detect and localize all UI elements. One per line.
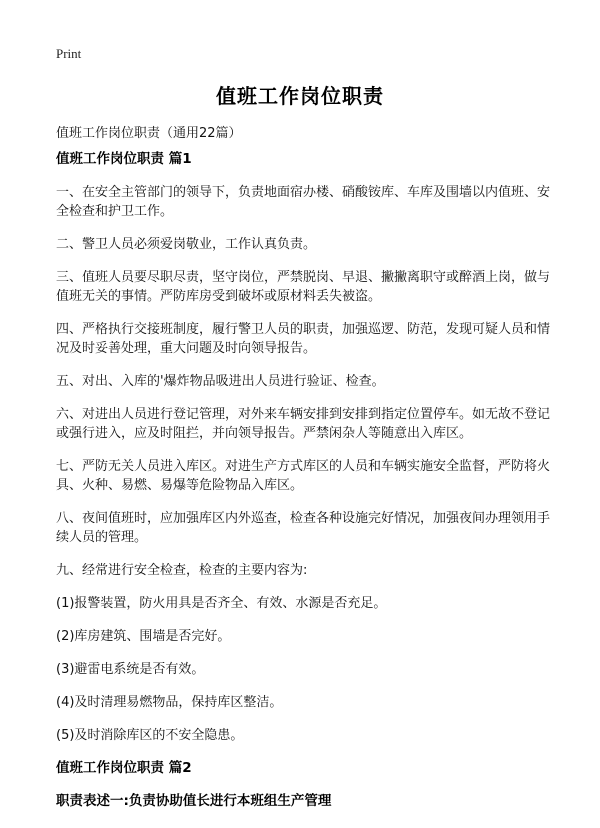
- document-body: [56, 150, 556, 825]
- paragraph: 二、警卫人员必须爱岗敬业，工作认真负责。: [56, 237, 317, 252]
- paragraph: 一、在安全主管部门的领导下，负责地面宿办楼、硝酸铵库、车库及围墙以内值班、安全检查和护卫工作。: [56, 185, 551, 219]
- section-heading-1: 值班工作岗位职责 篇1: [56, 151, 192, 167]
- checklist-item: (4)及时清理易燃物品，保持库区整洁。: [56, 695, 283, 710]
- section-heading-2: 值班工作岗位职责 篇2: [56, 760, 192, 776]
- checklist-item: (1)报警装置，防火用具是否齐全、有效、水源是否充足。: [56, 596, 387, 611]
- checklist-item: (5)及时消除库区的不安全隐患。: [56, 728, 244, 743]
- document-subtitle: 值班工作岗位职责（通用22篇）: [56, 126, 242, 141]
- paragraph: 七、严防无关人员进入库区。对进生产方式库区的人员和车辆实施安全监督，严防将火具、火种、易燃、易爆等危险物品入库区。: [56, 459, 551, 493]
- paragraph: 四、严格执行交接班制度，履行警卫人员的职责，加强巡逻、防范，发现可疑人员和情况及时妥善处理，重大问题及时向领导报告。: [56, 322, 551, 356]
- paragraph: 八、夜间值班时，应加强库区内外巡查，检查各种设施完好情况，加强夜间办理领用手续人员的管理。: [56, 511, 551, 545]
- print-link[interactable]: Print: [56, 46, 82, 61]
- document-title: 值班工作岗位职责: [216, 84, 384, 108]
- checklist-item: (3)避雷电系统是否有效。: [56, 662, 205, 677]
- section-line: 职责表述一:负责协助值长进行本班组生产管理: [56, 793, 332, 809]
- paragraph: 九、经常进行安全检查，检查的主要内容为:: [56, 563, 308, 578]
- paragraph: 三、值班人员要尽职尽责，坚守岗位，严禁脱岗、早退、撇撇离职守或醉酒上岗，做与值班无关的事情。严防库房受到破坏或原材料丢失被盗。: [56, 270, 551, 304]
- paragraph: 五、对出、入库的'爆炸物品吸进出人员进行验证、检查。: [56, 374, 385, 389]
- paragraph: 六、对进出人员进行登记管理，对外来车辆安排到安排到指定位置停车。如无故不登记或强行进入，应及时阻拦，并向领导报告。严禁闲杂人等随意出入库区。: [56, 407, 551, 441]
- checklist-item: (2)库房建筑、围墙是否完好。: [56, 629, 231, 644]
